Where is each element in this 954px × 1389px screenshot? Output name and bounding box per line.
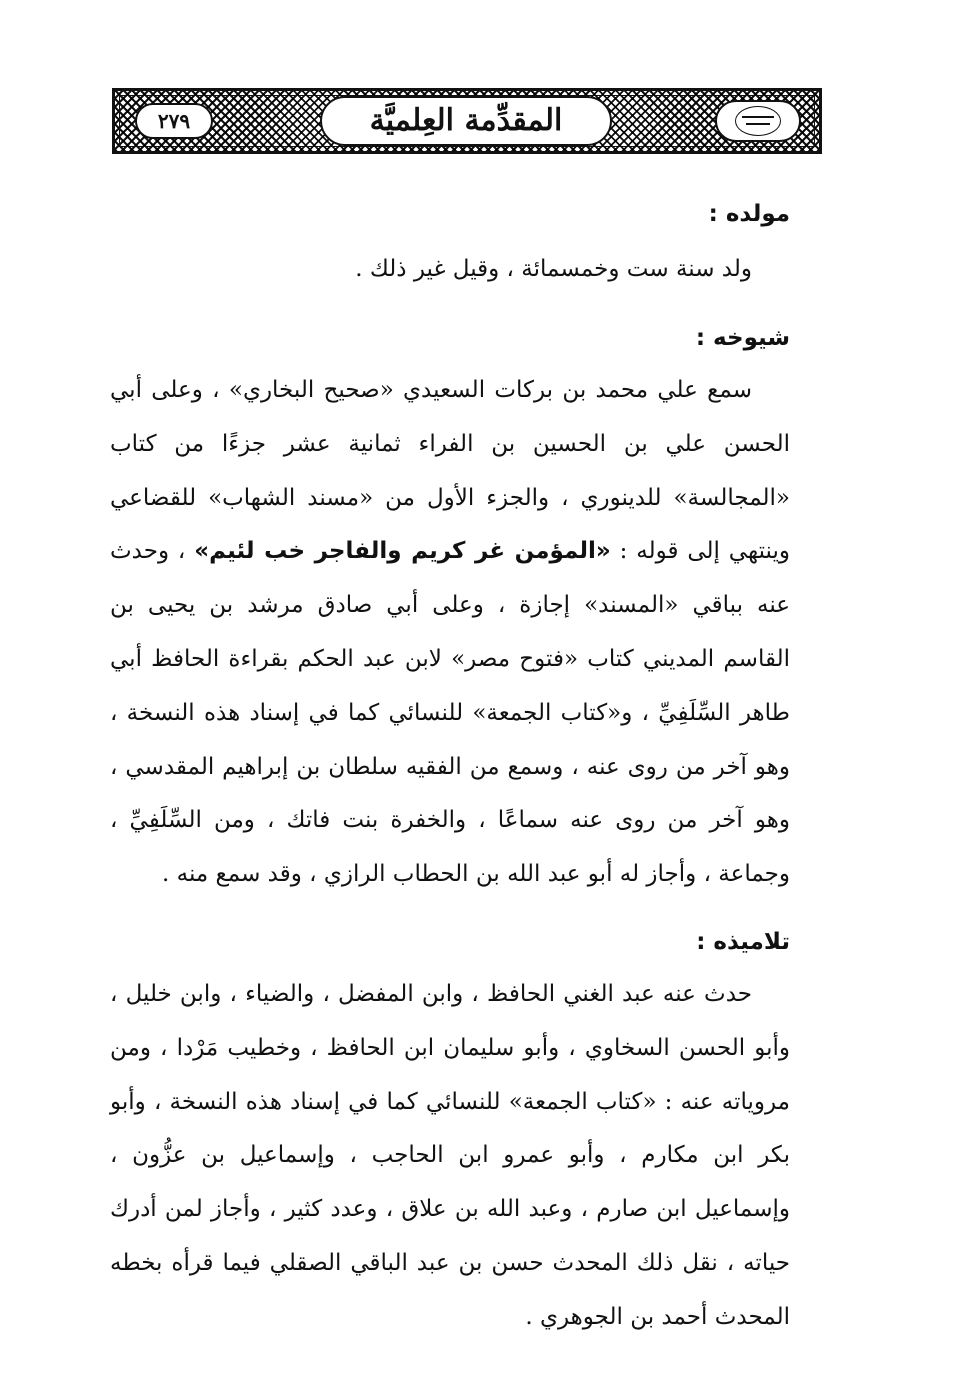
spacer (110, 298, 790, 312)
page-number: ٢٧٩ (157, 109, 191, 133)
page-title: المقدِّمة العِلميَّة (369, 103, 563, 138)
paragraph-teachers (110, 364, 790, 902)
paragraph-birth: ولد سنة ست وخمسمائة ، وقيل غير ذلك . (355, 256, 752, 282)
page-number-cartouche (135, 103, 213, 139)
hadith-quote: «المؤمن غر كريم والفاجر خب لئيم» (194, 538, 611, 565)
paragraph-students: حدث عنه عبد الغني الحافظ ، وابن المفضل ، والضياء ، وابن خليل ، وأبو الحسن السخاوي ، وأبو سليمان ابن الحافظ ، وخطيب مَرْدا ، ومن مروياته عنه : «كتاب الجمعة» للنسائي كما في إسناد هذه النسخة ، وأبو بكر ابن مكارم ، وأبو عمرو ابن الحاجب ، وإسماعيل بن عزُّون ، وإسماعيل ابن صارم ، وعبد الله بن علاق ، وعدد كثير ، وأجاز لمن أدرك حياته ، نقل ذلك المحدث حسن بن عبد الباقي الصقلي فيما قرأه بخطه المحدث أحمد بن الجوهري . (110, 980, 790, 1330)
section-heading-birth: مولده : (708, 201, 790, 227)
seal-icon (735, 106, 781, 136)
seal-ornament (715, 100, 801, 142)
spacer (110, 902, 790, 916)
section-heading-teachers: شيوخه : (695, 325, 790, 351)
paragraph-teachers-part-2: ، وحدث عنه بباقي «المسند» إجازة ، وعلى أبي صادق مرشد بن يحيى بن القاسم المديني كتاب «فتوح مصر» لابن عبد الحكم بقراءة الحافظ أبي طاهر السِّلَفِيِّ ، و«كتاب الجمعة» للنسائي كما في إسناد هذه النسخة ، وهو آخر من روى عنه ، وسمع من الفقيه سلطان بن إبراهيم المقدسي ، وهو آخر من روى عنه سماعًا ، والخفرة بنت فاتك ، ومن السِّلَفِيِّ ، وجماعة ، وأجاز له أبو عبد الله بن الحطاب الرازي ، وقد سمع منه . (110, 538, 790, 888)
main-content (110, 188, 790, 1345)
header-banner (112, 88, 822, 154)
section-heading-students: تلاميذه : (696, 928, 790, 955)
paragraph-teachers-part-1: سمع علي محمد بن بركات السعيدي «صحيح البخاري» ، وعلى أبي الحسن علي بن الحسين بن الفراء ثمانية عشر جزءًا من كتاب «المجالسة» للدينوري ، والجزء الأول من «مسند الشهاب» للقضاعي وينتهي إلى قوله : (110, 377, 790, 565)
title-cartouche (320, 96, 612, 146)
